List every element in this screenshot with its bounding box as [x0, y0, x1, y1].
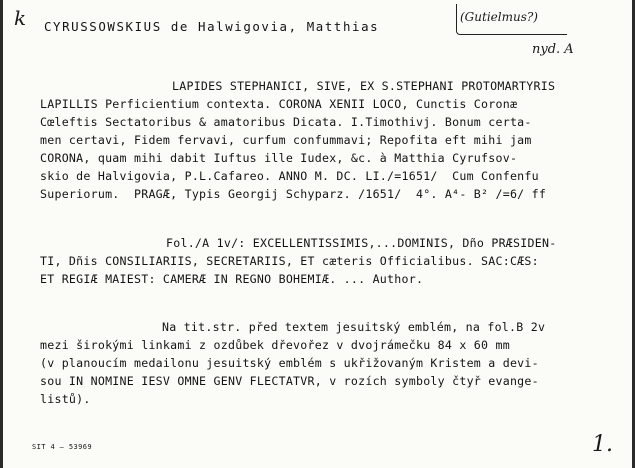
handwritten-page-number: 1. — [592, 432, 613, 457]
corner-letter-annotation: k — [14, 6, 27, 30]
note-line: Na tit.str. před textem jesuitský emblém, na fol.B 2v — [162, 320, 546, 334]
card-heading: CYRUSSOWSKIUS de Halwigovia, Matthias — [44, 19, 380, 34]
title-line: LAPIDES STEPHANICI, SIVE, EX S.STEPHANI PROTOMARTYRIS — [172, 79, 556, 93]
title-line: Superiorum. PRAGÆ, Typis Georgij Schyparz. /1651/ 4°. A⁴- B² /=6/ ff — [40, 187, 547, 201]
note-line: listů). — [40, 392, 91, 406]
dedication-line: TI, Dñis CONSILIARIIS, SECRETARIIS, ET cæteris Officialibus. SAC:CÆS: — [40, 254, 539, 268]
handwritten-name-annotation: (Gutielmus?) — [460, 10, 538, 24]
note-line: (v planoucím medailonu jesuitský emblém s ukřižovaným Kristem a devi- — [40, 356, 539, 370]
title-line: Cœleftis Sectatoribus & amatoribus Dicata. I.Timothivj. Bonum certa- — [40, 115, 532, 129]
dedication-line: ET REGIÆ MAIEST: CAMERÆ IN REGNO BOHEMIÆ. ... Author. — [40, 272, 424, 286]
title-line: skio de Halvigovia, P.L.Cafareo. ANNO M. DC. LI./=1651/ Cum Confenfu — [40, 169, 539, 183]
dedication-line: Fol./A 1v/: EXCELLENTISSIMIS,...DOMINIS, Dño PRÆSIDEN- — [166, 236, 557, 250]
note-line: sou IN NOMINE IESV OMNE GENV FLECTATVR, v rozích symboly čtyř evange- — [40, 374, 539, 388]
title-line: CORONA, quam mihi dabit Iuftus ille Iudex, &c. à Matthia Cyrufsov- — [40, 151, 518, 165]
title-line: men certavi, Fidem fervavi, curfum confummavi; Repofita eft mihi jam — [40, 133, 532, 147]
title-line: LAPILLIS Perficientium contexta. CORONA XENII LOCO, Cunctis Coronæ — [40, 97, 518, 111]
handwritten-note-annotation: nyd. A — [532, 42, 574, 57]
footer-print-code: SIT 4 — 53969 — [32, 443, 92, 451]
note-line: mezi širokými linkami z ozdůbek dřevořez v dvojrámečku 84 x 60 mm — [40, 338, 510, 352]
